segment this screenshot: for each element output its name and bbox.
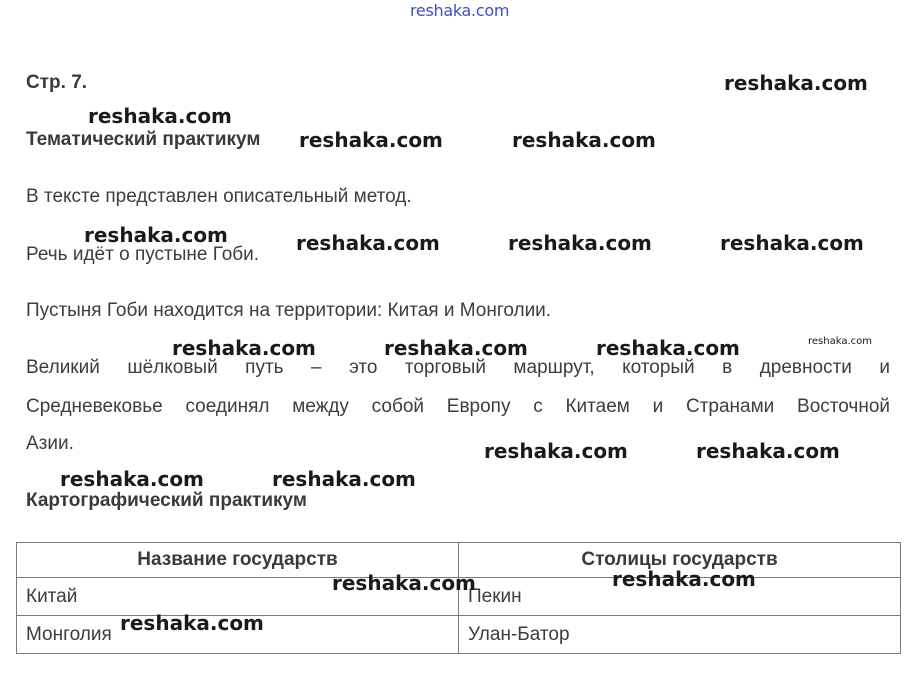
- watermark: reshaka.com: [332, 571, 476, 595]
- section-title-cartographic: Картографический практикум: [26, 490, 307, 511]
- watermark: reshaka.com: [508, 231, 652, 255]
- watermark: reshaka.com: [296, 231, 440, 255]
- paragraph-territory: Пустыня Гоби находится на территории: Китая и Монголии.: [26, 300, 552, 321]
- watermark-small: reshaka.com: [808, 336, 872, 347]
- paragraph-gobi: Речь идёт о пустыне Гоби.: [26, 244, 260, 265]
- column-header-states: Название государств: [17, 543, 459, 578]
- cell-capital: Улан-Батор: [459, 616, 901, 654]
- watermark: reshaka.com: [724, 71, 868, 95]
- watermark: reshaka.com: [484, 439, 628, 463]
- watermark: reshaka.com: [612, 567, 756, 591]
- watermark: reshaka.com: [696, 439, 840, 463]
- watermark: reshaka.com: [120, 611, 264, 635]
- cell-state: Монголия: [17, 616, 459, 654]
- silk-road-line-1: Великий шёлковый путь – это торговый маршрут, который в древности и: [26, 357, 890, 378]
- watermark: reshaka.com: [272, 467, 416, 491]
- silk-road-line-3: Азии.: [26, 433, 74, 454]
- watermark: reshaka.com: [60, 467, 204, 491]
- watermark: reshaka.com: [384, 336, 528, 360]
- watermark: reshaka.com: [512, 128, 656, 152]
- states-table: [16, 542, 901, 654]
- watermark: reshaka.com: [172, 336, 316, 360]
- watermark: reshaka.com: [596, 336, 740, 360]
- top-site-watermark: reshaka.com: [410, 1, 510, 20]
- cell-state: Китай: [17, 578, 459, 616]
- watermark: reshaka.com: [84, 223, 228, 247]
- cell-capital: Пекин: [459, 578, 901, 616]
- watermark: reshaka.com: [299, 128, 443, 152]
- watermark: reshaka.com: [720, 231, 864, 255]
- paragraph-method: В тексте представлен описательный метод.: [26, 186, 412, 207]
- section-title-thematic: Тематический практикум: [26, 129, 261, 150]
- watermark: reshaka.com: [88, 104, 232, 128]
- column-header-capitals: Столицы государств: [459, 543, 901, 578]
- page-label: Стр. 7.: [26, 72, 88, 93]
- silk-road-line-2: Средневековье соединял между собой Европу с Китаем и Странами Восточной: [26, 396, 890, 417]
